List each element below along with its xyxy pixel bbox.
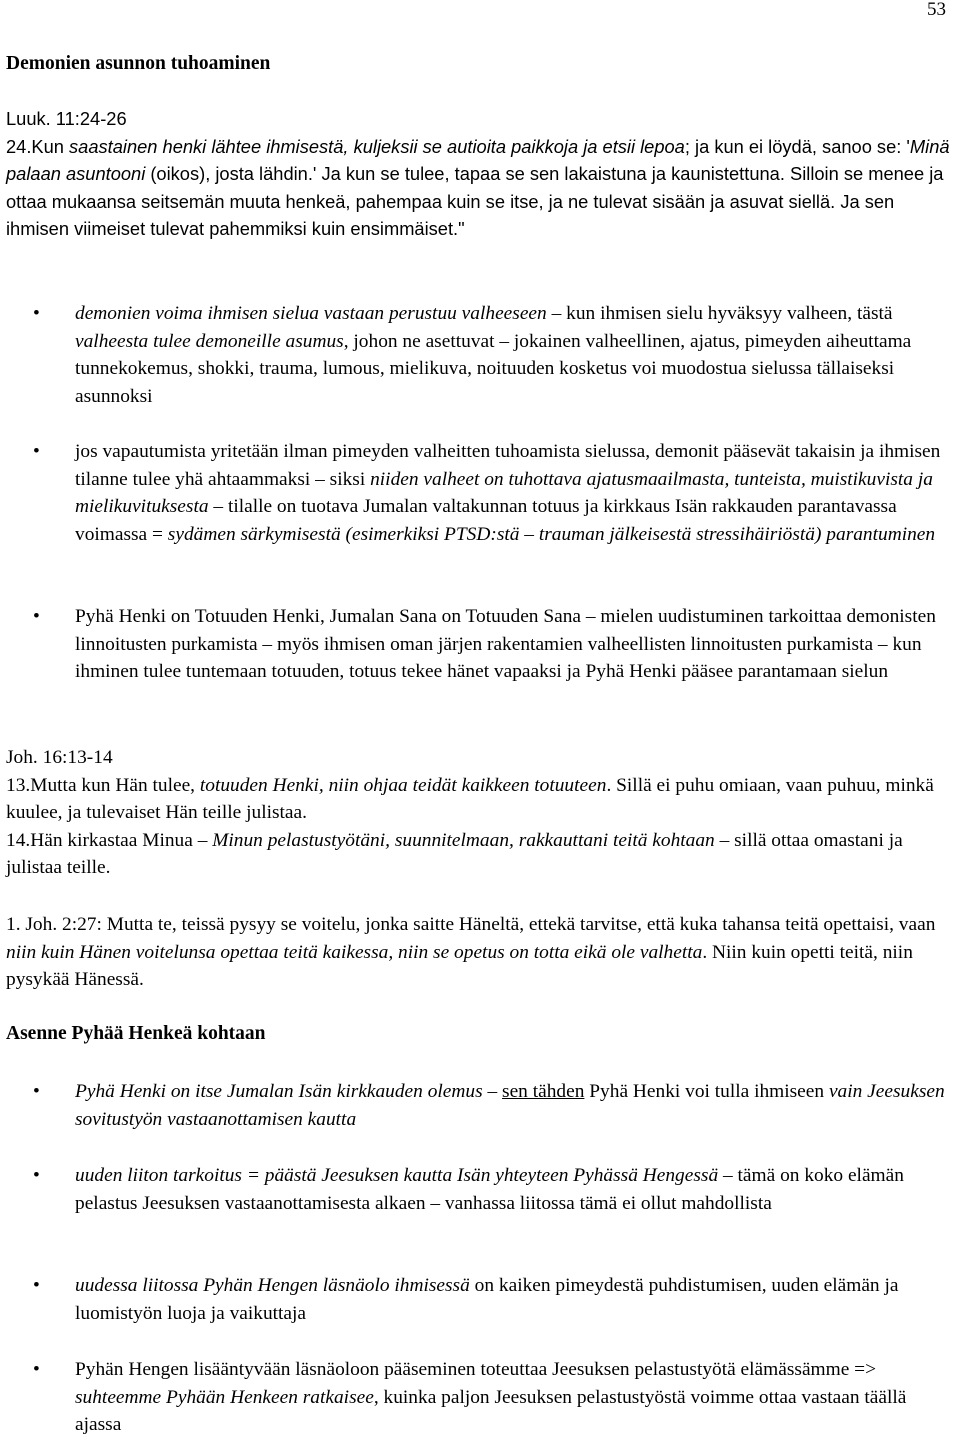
bullet-icon: •: [33, 1081, 40, 1102]
page-number: 53: [927, 0, 946, 20]
bullet-icon: •: [33, 1275, 40, 1296]
luke-passage: [6, 105, 954, 243]
john-verse-13: 13.Mutta kun Hän tulee, totuuden Henki, niin ohjaa teidät kaikkeen totuuteen. Sillä ei puhu omiaan, vaan puhuu, minkä kuulee, ja tulevaiset Hän teille julistaa.: [6, 774, 934, 823]
section-heading-holy-spirit: Asenne Pyhää Henkeä kohtaan: [6, 1023, 266, 1044]
bullet-text: Pyhän Hengen lisääntyvään läsnäoloon pääseminen toteuttaa Jeesuksen pelastustyötä elämässämme => suhteemme Pyhään Henkeen ratkaisee, kuinka paljon Jeesuksen pelastustyöstä voimme ottaa vastaan täällä ajassa: [75, 1359, 907, 1435]
bullet-icon: •: [33, 303, 40, 324]
bullet-list-demons: [0, 300, 960, 718]
list-item: [0, 1272, 960, 1356]
luke-verse-24: 24.Kun saastainen henki lähtee ihmisestä, kuljeksii se autioita paikkoja ja etsii lepoa; ja kun ei löydä, sanoo se: 'Minä palaan asuntooni (oikos), josta lähdin.' Ja kun se tulee, tapaa se sen lakaistuna ja kaunistettuna. Silloin se menee ja ottaa mukaansa seitsemän muuta henkeä, pahempaa kuin se itse, ja ne tulevat sisään ja asuvat siellä. Ja sen ihmisen viimeiset tulevat pahemmiksi kuin ensimmäiset.": [6, 135, 950, 239]
list-item: [0, 300, 960, 438]
luke-ref: Luuk. 11:24-26: [6, 108, 127, 129]
bullet-text: Pyhä Henki on Totuuden Henki, Jumalan Sana on Totuuden Sana – mielen uudistuminen tarkoittaa demonisten linnoitusten purkamista – myös ihmisen oman järjen rakentamien valheellisten linnoitusten purkamista – kun ihminen tulee tuntemaan totuuden, totuus tekee hänet vapaaksi ja Pyhä Henki pääsee parantamaan sielun: [75, 606, 936, 682]
list-item: [0, 438, 960, 603]
bullet-text: Pyhä Henki on itse Jumalan Isän kirkkauden olemus – sen tähden Pyhä Henki voi tulla ihmiseen vain Jeesuksen sovitustyön vastaanottamisen kautta: [75, 1081, 945, 1130]
section-heading-demons: Demonien asunnon tuhoaminen: [6, 53, 271, 74]
bullet-icon: •: [33, 606, 40, 627]
bullet-list-holy-spirit: [0, 1078, 960, 1439]
list-item: [0, 1162, 960, 1272]
john-ref: Joh. 16:13-14: [6, 747, 113, 768]
bullet-text: demonien voima ihmisen sielua vastaan perustuu valheeseen – kun ihmisen sielu hyväksyy valheen, tästä valheesta tulee demoneille asumus, johon ne asettuvat – jokainen valheellinen, ajatus, pimeyden aiheuttama tunnekokemus, shokki, trauma, lumous, mielikuva, noituuden kosketus voi muodostua sielussa tällaiseksi asunnoksi: [75, 303, 912, 407]
bullet-icon: •: [33, 441, 40, 462]
list-item: [0, 603, 960, 718]
list-item: [0, 1356, 960, 1439]
bullet-icon: •: [33, 1359, 40, 1380]
bullet-text: uudessa liitossa Pyhän Hengen läsnäolo ihmisessä on kaiken pimeydestä puhdistumisen, uuden elämän ja luomistyön luoja ja vaikuttaja: [75, 1275, 899, 1324]
bullet-icon: •: [33, 1165, 40, 1186]
first-john-passage: 1. Joh. 2:27: Mutta te, teissä pysyy se voitelu, jonka saitte Häneltä, ettekä tarvitse, että kuka tahansa teitä opettaisi, vaan niin kuin Hänen voitelunsa opettaa teitä kaikessa, niin se opetus on totta eikä ole valhetta. Niin kuin opetti teitä, niin pysykää Hänessä.: [6, 914, 936, 990]
john-verse-14: 14.Hän kirkastaa Minua – Minun pelastustyötäni, suunnitelmaan, rakkauttani teitä kohtaan – sillä ottaa omastani ja julistaa teille.: [6, 829, 903, 878]
bullet-text: uuden liiton tarkoitus = päästä Jeesuksen kautta Isän yhteyteen Pyhässä Hengessä – tämä on koko elämän pelastus Jeesuksen vastaanottamisesta alkaen – vanhassa liitossa tämä ei ollut mahdollista: [75, 1165, 904, 1214]
list-item: [0, 1078, 960, 1162]
john-passage: [6, 744, 954, 882]
bullet-text: jos vapautumista yritetään ilman pimeyden valheitten tuhoamista sielussa, demonit pääsevät takaisin ja ihmisen tilanne tulee yhä ahtaammaksi – siksi niiden valheet on tuhottava ajatusmaailmasta, tunteista, muistikuvista ja mielikuvituksesta – tilalle on tuotava Jumalan valtakunnan totuus ja kirkkaus Isän rakkauden parantavassa voimassa = sydämen särkymisestä (esimerkiksi PTSD:stä – trauman jälkeisestä stressihäiriöstä) parantuminen: [75, 441, 941, 545]
